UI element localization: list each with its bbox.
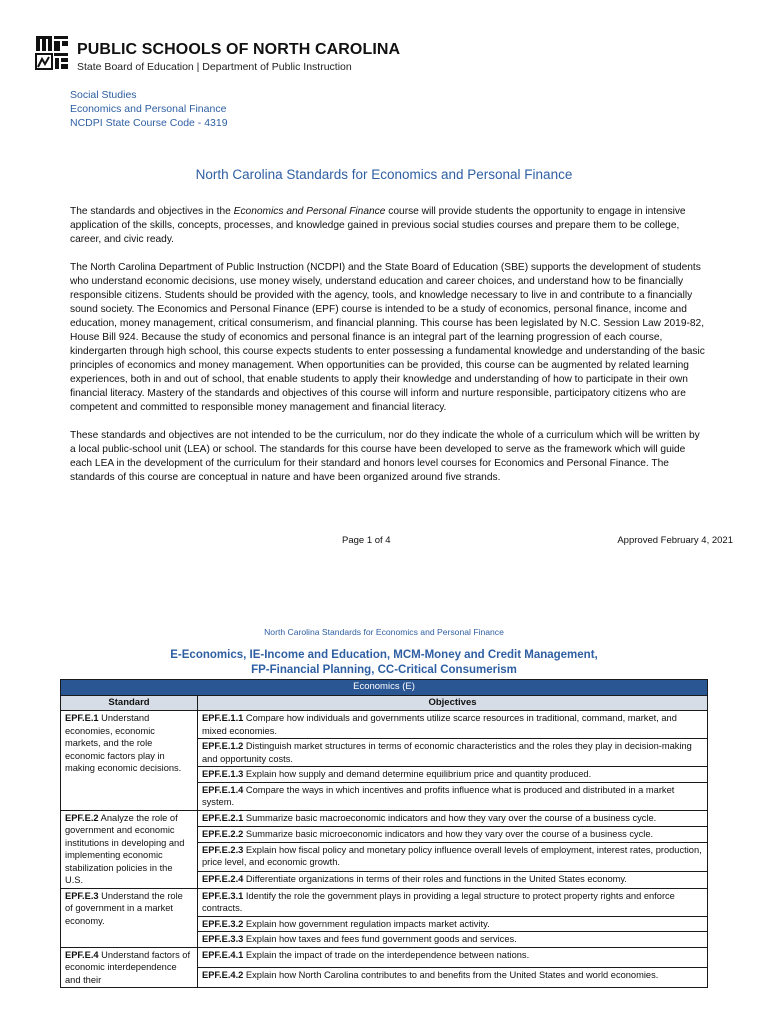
standard-text: Understand factors of economic interdependence and their xyxy=(65,949,191,985)
table-row xyxy=(61,711,708,739)
objective-text: Explain how supply and demand determine equilibrium price and quantity produced. xyxy=(243,769,592,779)
intro-text xyxy=(70,205,706,499)
objective-code: EPF.E.3.3 xyxy=(202,934,244,944)
standard-cell xyxy=(61,711,198,811)
org-name: PUBLIC SCHOOLS OF NORTH CAROLINA xyxy=(77,41,401,58)
standard-code: EPF.E.4 xyxy=(65,949,99,960)
intro-p1-lead: The standards and objectives in the xyxy=(70,206,234,217)
objective-cell xyxy=(198,782,708,810)
standard-code: EPF.E.2 xyxy=(65,812,99,823)
objective-text: Explain how North Carolina contributes to and benefits from the United States and world economies. xyxy=(243,969,659,980)
objective-cell xyxy=(198,767,708,783)
objective-text: Compare the ways in which incentives and profits influence what is produced and distributed in a market system. xyxy=(202,784,675,807)
intro-p1-rest: course will provide students the opportunity to engage in intensive application of the skills, concepts, processes, and knowledge gained in previous social studies courses and prepare them to be college, career, and civic ready. xyxy=(70,206,686,245)
objective-code: EPF.E.2.1 xyxy=(202,812,244,823)
objective-code: EPF.E.1.3 xyxy=(202,769,244,779)
table-row xyxy=(61,810,708,826)
objective-cell xyxy=(198,826,708,842)
objective-cell xyxy=(198,842,708,871)
standard-cell xyxy=(61,810,198,888)
objective-text: Summarize basic macroeconomic indicators and how they vary over the course of a business cycle. xyxy=(243,812,657,823)
objective-text: Explain how government regulation impacts market activity. xyxy=(243,918,490,929)
standard-text: Understand the role of government in a market economy. xyxy=(65,890,183,926)
objective-code: EPF.E.4.1 xyxy=(202,949,244,960)
standard-cell xyxy=(61,947,198,988)
objective-cell xyxy=(198,810,708,826)
objective-text: Explain how taxes and fees fund government goods and services. xyxy=(243,934,517,944)
standards-table xyxy=(60,679,708,988)
objective-text: Explain the impact of trade on the interdependence between nations. xyxy=(243,949,530,960)
objective-code: EPF.E.1.4 xyxy=(202,784,244,795)
objective-cell xyxy=(198,916,708,932)
objective-code: EPF.E.2.3 xyxy=(202,844,244,855)
objective-cell xyxy=(198,872,708,888)
objective-cell xyxy=(198,967,708,987)
objective-text: Distinguish market structures in terms of economic characteristics and the roles they play in decision-making and opportunity costs. xyxy=(202,741,692,764)
objective-code: EPF.E.4.2 xyxy=(202,969,244,980)
objective-code: EPF.E.2.4 xyxy=(202,874,244,885)
objective-code: EPF.E.3.1 xyxy=(202,890,244,901)
objective-code: EPF.E.3.2 xyxy=(202,918,244,929)
document-title: North Carolina Standards for Economics and Personal Finance xyxy=(195,167,573,182)
objective-text: Identify the role the government plays in providing a legal structure to protect property rights and enforce contracts. xyxy=(202,890,675,913)
page-number: Page 1 of 4 xyxy=(342,535,391,546)
table-row xyxy=(61,947,708,967)
objective-text: Compare how individuals and governments utilize scarce resources in traditional, command, market, and mixed economies. xyxy=(202,713,677,736)
course-code: NCDPI State Course Code - 4319 xyxy=(70,117,228,129)
org-subtitle: State Board of Education | Department of Public Instruction xyxy=(77,61,352,73)
strands-line-1: E-Economics, IE-Income and Education, MCM-Money and Credit Management, xyxy=(170,649,598,661)
standard-cell xyxy=(61,888,198,947)
course-meta xyxy=(70,88,228,130)
page-2-running-header: North Carolina Standards for Economics and Personal Finance xyxy=(264,627,504,637)
objective-cell xyxy=(198,711,708,739)
intro-p1-course-name: Economics and Personal Finance xyxy=(233,206,386,217)
column-header-standard: Standard xyxy=(61,695,198,711)
objective-text: Explain how fiscal policy and monetary policy influence overall levels of employment, interest rates, production, price level, and economic growth. xyxy=(202,844,702,868)
standard-text: Understand economies, economic markets, and the role economic factors play in making economic decisions. xyxy=(65,713,182,773)
table-row xyxy=(61,888,708,916)
standard-text: Analyze the role of government and economic institutions in developing and implementing economic stabilization policies in the U.S. xyxy=(65,812,185,885)
intro-paragraph-3: These standards and objectives are not intended to be the curriculum, nor do they indicate the whole of a curriculum which will be written by a local public-school unit (LEA) or school. The standards for this course have been developed to serve as the framework which will guide each LEA in the development of the curriculum for their standard and honors level courses for Economics and Personal Finance. The standards of this course are conceptual in nature and have been organized around five strands. xyxy=(70,430,700,483)
intro-paragraph-1 xyxy=(70,205,706,247)
course-subject: Social Studies xyxy=(70,89,137,101)
approved-date: Approved February 4, 2021 xyxy=(617,535,733,546)
course-name: Economics and Personal Finance xyxy=(70,103,227,115)
intro-paragraph-2: The North Carolina Department of Public Instruction (NCDPI) and the State Board of Education (SBE) supports the development of students who understand economic decisions, use money wisely, understand education and career choices, and understand how to be financially responsible citizens. Students should be provided with the agency, tools, and knowledge necessary to live in and contribute to a financially sound society. The Economics and Personal Finance (EPF) course is intended to be a study of economics, personal finance, income and education, money management, critical consumerism, and financial planning. This course has been legislated by N.C. Session Law 2019-82, House Bill 924. Because the study of economics and personal finance is an integral part of the learning progression of each course, kindergarten through high school, this course expects students to enter possessing a fundamental knowledge and understanding of the basic principles of economics and money management. When opportunities can be provided, this course can be augmented by related learning experiences, both in and out of school, that enable students to apply their knowledge and understanding of how to participate in their own financial literacy. Mastery of the standards and objectives of this course will inform and nurture responsible, participatory citizens who are competent and committed to responsible money management and financial literacy. xyxy=(70,262,705,413)
objective-code: EPF.E.1.2 xyxy=(202,741,244,751)
objective-text: Summarize basic microeconomic indicators and how they vary over the course of a business cycle. xyxy=(243,828,654,839)
objective-cell xyxy=(198,739,708,767)
strands-line-2: FP-Financial Planning, CC-Critical Consumerism xyxy=(251,664,517,676)
standard-code: EPF.E.3 xyxy=(65,890,99,901)
objective-cell xyxy=(198,888,708,916)
category-header: Economics (E) xyxy=(61,680,708,696)
objective-cell xyxy=(198,947,708,967)
objective-cell xyxy=(198,932,708,948)
objective-code: EPF.E.2.2 xyxy=(202,828,244,839)
column-header-objectives: Objectives xyxy=(198,695,708,711)
standard-code: EPF.E.1 xyxy=(65,713,99,723)
objective-text: Differentiate organizations in terms of their roles and functions in the United States economy. xyxy=(243,874,627,885)
ncdpi-logo-icon xyxy=(35,35,69,71)
objective-code: EPF.E.1.1 xyxy=(202,713,244,723)
strands-heading xyxy=(0,648,768,678)
